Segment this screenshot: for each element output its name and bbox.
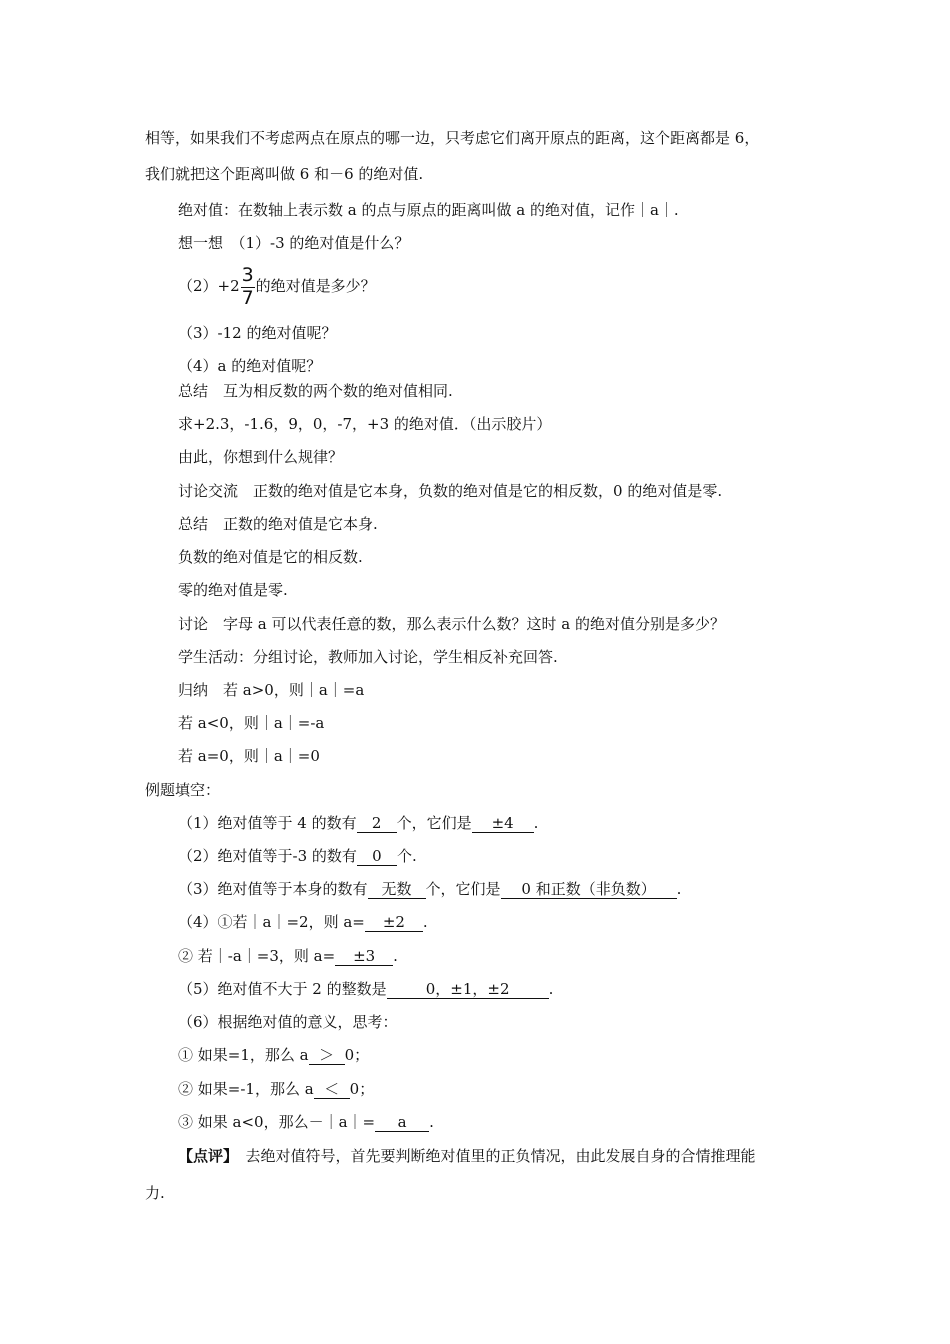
example-6-3-blank: a <box>375 1113 429 1132</box>
example-4b-blank: ±3 <box>335 947 393 966</box>
example-1-text-a: （1）绝对值等于 4 的数有 <box>178 814 357 832</box>
think-question-2-prefix: （2）+2 <box>178 277 240 295</box>
example-6-1-text-a: ① 如果=1，那么 a <box>178 1046 309 1064</box>
example-3-text-c: 个，它们是 <box>425 880 501 898</box>
think-question-3: （3）-12 的绝对值呢？ <box>178 324 337 342</box>
example-3-blank-2: 0 和正数（非负数） <box>501 880 677 899</box>
example-2-text-a: （2）绝对值等于-3 的数有 <box>178 847 357 865</box>
examples-title: 例题填空： <box>145 781 221 799</box>
example-4-blank: ±2 <box>365 913 423 932</box>
discussion-text: 讨论交流 正数的绝对值是它本身，负数的绝对值是它的相反数，0 的绝对值是零. <box>178 482 723 500</box>
comment-line-1 <box>178 1146 756 1166</box>
example-1 <box>178 813 538 833</box>
example-6-3 <box>178 1112 434 1132</box>
example-6-1-blank: ＞ <box>309 1046 345 1065</box>
summary-2-line-1: 总结 正数的绝对值是它本身. <box>178 515 378 533</box>
fraction <box>241 265 255 309</box>
exercise-text: 求+2.3，-1.6，9，0，-7，+3 的绝对值．（出示胶片） <box>178 415 552 433</box>
example-4b-text-a: ② 若｜-a｜=3，则 a= <box>178 947 336 965</box>
example-4b-end: . <box>393 947 398 965</box>
example-6-3-text-c: . <box>429 1113 434 1131</box>
example-1-blank-2: ±4 <box>472 814 534 833</box>
think-question-4: （4）a 的绝对值呢？ <box>178 357 322 375</box>
example-6-3-text-a: ③ 如果 a<0，那么－｜a｜= <box>178 1113 376 1131</box>
example-1-text-c: 个，它们是 <box>396 814 472 832</box>
example-4b <box>178 946 398 966</box>
paragraph-line-2: 我们就把这个距离叫做 6 和－6 的绝对值. <box>145 165 424 183</box>
comment-text: 去绝对值符号，首先要判断绝对值里的正负情况，由此发展自身的合情推理能 <box>230 1147 756 1165</box>
think-question-2 <box>178 264 376 308</box>
example-5-end: . <box>548 980 554 998</box>
think-question-2-suffix: 的绝对值是多少？ <box>255 277 376 295</box>
example-4 <box>178 912 428 932</box>
example-6-1 <box>178 1045 369 1065</box>
example-2 <box>178 846 417 866</box>
example-6: （6）根据绝对值的意义，思考： <box>178 1013 398 1031</box>
example-5 <box>178 979 553 999</box>
ask-text: 由此，你想到什么规律？ <box>178 448 344 466</box>
example-3-blank-1: 无数 <box>368 880 426 899</box>
example-1-blank-1: 2 <box>357 814 397 833</box>
example-6-2 <box>178 1079 374 1099</box>
induction-line-1: 归纳 若 a>0，则｜a｜=a <box>178 681 365 699</box>
comment-line-2: 力. <box>145 1184 165 1202</box>
definition-text: 绝对值：在数轴上表示数 a 的点与原点的距离叫做 a 的绝对值，记作｜a｜. <box>178 201 679 219</box>
example-6-2-blank: ＜ <box>314 1080 350 1099</box>
example-6-1-text-c: 0； <box>344 1046 370 1064</box>
think-question-1: 想一想 （1）-3 的绝对值是什么？ <box>178 234 410 252</box>
comment-label: 【点评】 <box>178 1147 231 1165</box>
example-6-2-text-c: 0； <box>349 1080 375 1098</box>
example-3 <box>178 879 681 899</box>
fraction-denominator: 7 <box>241 287 254 309</box>
summary-1: 总结 互为相反数的两个数的绝对值相同. <box>178 382 453 400</box>
summary-2-line-2: 负数的绝对值是它的相反数. <box>178 548 363 566</box>
paragraph-line-1: 相等，如果我们不考虑两点在原点的哪一边，只考虑它们离开原点的距离，这个距离都是 6， <box>145 129 760 147</box>
example-4-end: . <box>422 913 428 931</box>
example-5-blank: 0，±1，±2 <box>387 980 549 999</box>
induction-line-2: 若 a<0，则｜a｜=-a <box>178 714 325 732</box>
discuss-2-text: 讨论 字母 a 可以代表任意的数，那么表示什么数？这时 a 的绝对值分别是多少？ <box>178 615 725 633</box>
example-3-text-a: （3）绝对值等于本身的数有 <box>178 880 368 898</box>
activity-text: 学生活动：分组讨论，教师加入讨论，学生相反补充回答. <box>178 648 558 666</box>
example-6-2-text-a: ② 如果=-1，那么 a <box>178 1080 314 1098</box>
example-3-end: . <box>676 880 682 898</box>
example-2-blank: 0 <box>357 847 397 866</box>
example-4-text-a: （4）①若｜a｜=2，则 a= <box>178 913 365 931</box>
summary-2-line-3: 零的绝对值是零. <box>178 581 288 599</box>
example-5-text-a: （5）绝对值不大于 2 的整数是 <box>178 980 387 998</box>
fraction-numerator: 3 <box>241 264 254 286</box>
induction-line-3: 若 a=0，则｜a｜=0 <box>178 747 320 765</box>
example-2-text-c: 个. <box>396 847 417 865</box>
example-1-end: . <box>533 814 539 832</box>
